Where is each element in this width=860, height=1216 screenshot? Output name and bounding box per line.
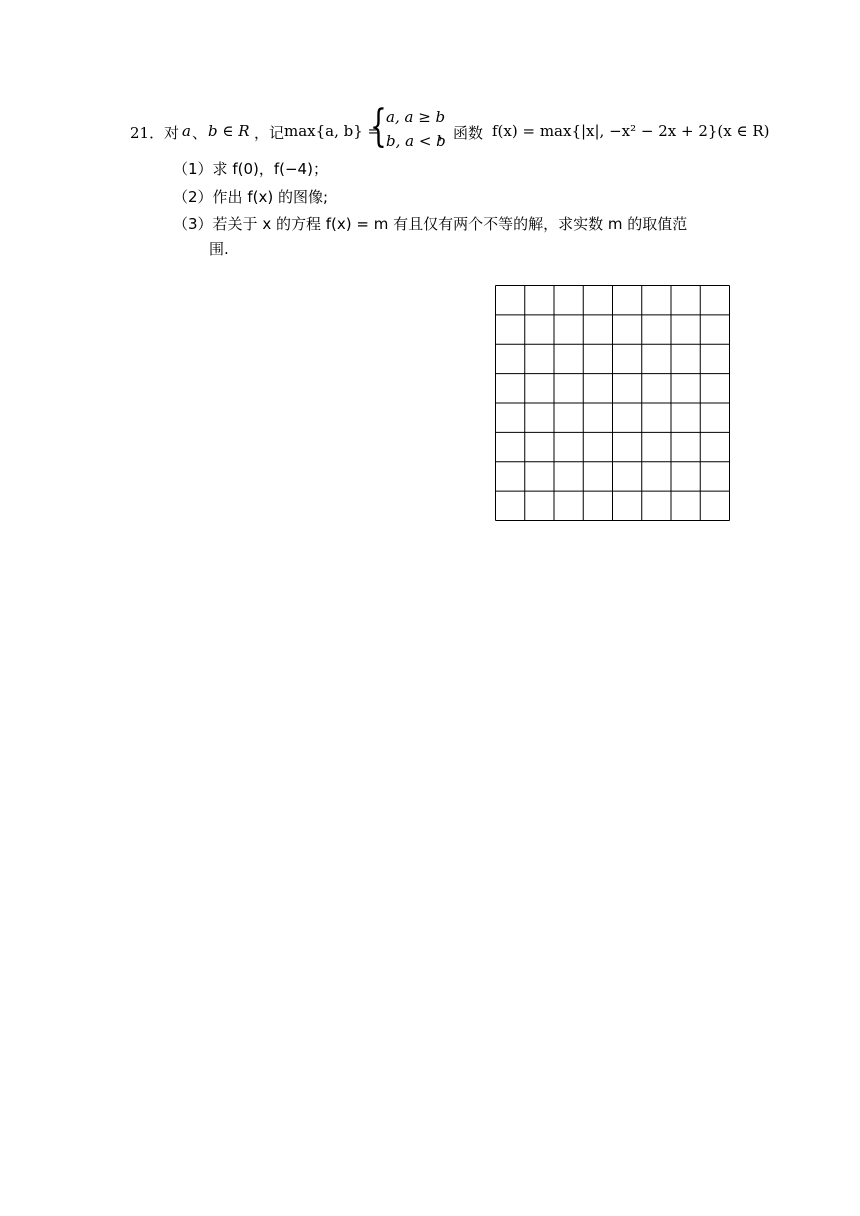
problem-number: 21． [130, 124, 165, 142]
note-text: ，记 [254, 124, 285, 142]
part-2 [173, 186, 328, 207]
case-2: b, a < b [386, 132, 446, 150]
part-1-label: （1） [173, 160, 213, 178]
part-3 [173, 213, 687, 234]
part-3-continuation: 围. [209, 240, 229, 258]
part-1-text: 求 f(0)，f(−4)； [212, 160, 328, 178]
function-definition: f(x) = max{|x|, −x² − 2x + 2}(x ∈ R) [492, 122, 770, 140]
part-3-label: （3） [173, 215, 213, 233]
part-2-label: （2） [173, 188, 213, 206]
var-a: a [182, 122, 191, 140]
part-1 [173, 158, 328, 179]
grid-svg [495, 285, 730, 521]
separator: 、 [192, 124, 208, 142]
function-label: ，函数 [438, 124, 484, 142]
part-3-text: 若关于 x 的方程 f(x) = m 有且仅有两个不等的解，求实数 m 的取值范 [212, 215, 688, 233]
b-in-r: b ∈ R [208, 122, 250, 140]
intro-prefix: 对 [164, 124, 180, 142]
part-2-text: 作出 f(x) 的图像; [212, 188, 328, 206]
problem-statement [130, 101, 770, 156]
blank-grid [495, 285, 730, 521]
max-definition: max{a, b} = [284, 122, 381, 140]
case-1: a, a ≥ b [386, 108, 446, 126]
left-brace: { [370, 101, 387, 152]
